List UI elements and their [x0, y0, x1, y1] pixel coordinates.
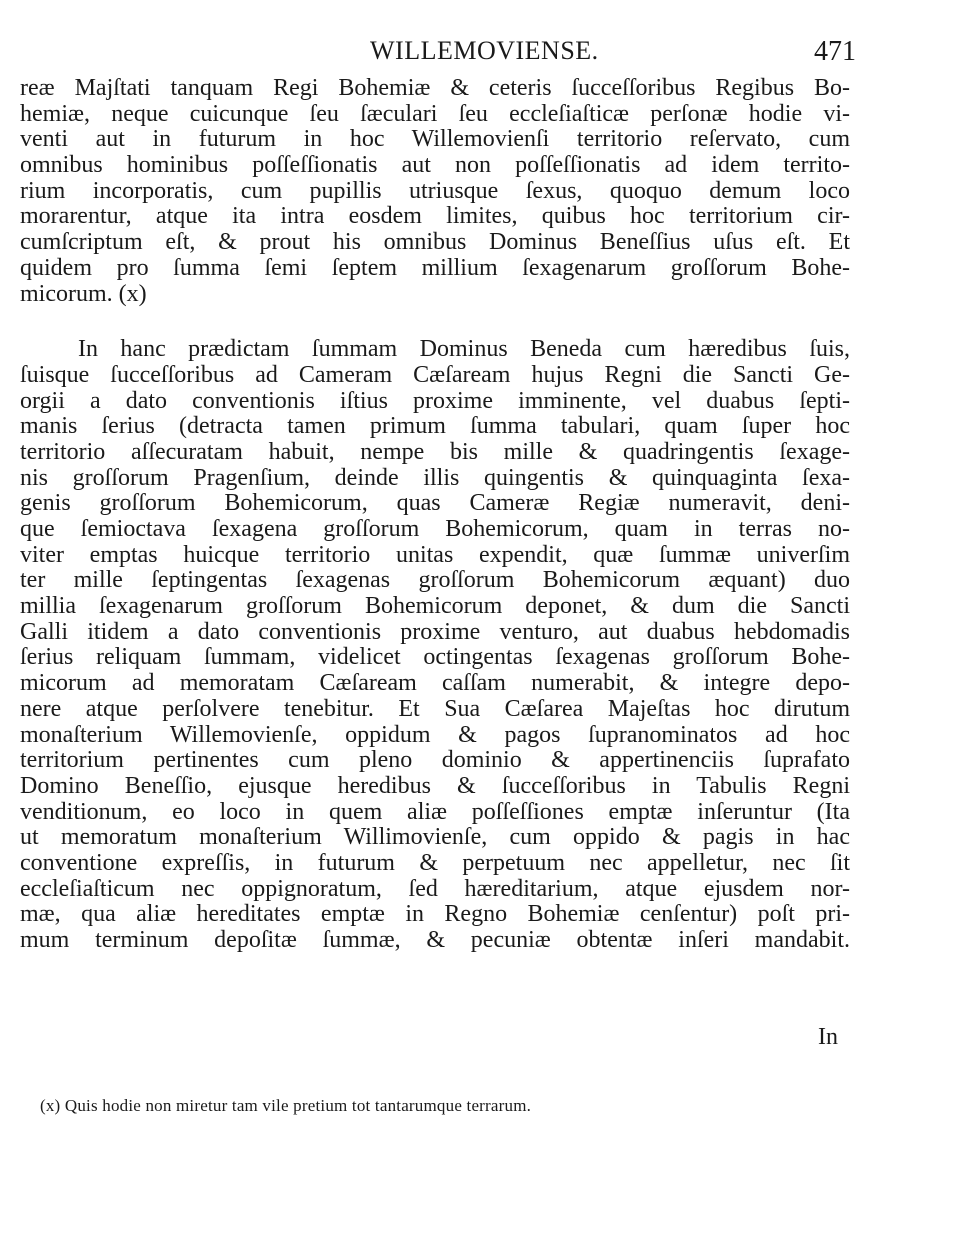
text-line: micorum. (x): [20, 280, 147, 307]
text-line: genis groſſorum Bohemicorum, quas Cameræ Regiæ numeravit, deni-: [20, 490, 850, 517]
text-line: conventione expreſſis, in futurum & perpetuum nec appelletur, nec ſit: [20, 849, 850, 876]
text-line: rium incorporatis, cum pupillis utriusque ſexus, quoquo demum loco: [20, 177, 850, 204]
text-line: territorio aſſecuratam habuit, nempe bis mille & quadringentis ſexage-: [20, 438, 850, 465]
text-line: venti aut in futurum in hoc Willemovienſi territorio reſervato, cum: [20, 126, 850, 153]
paragraph-gap: [20, 307, 850, 337]
text-line: ſerius reliquam ſummam, videlicet octingentas ſexagenas groſſorum Bohe-: [20, 644, 850, 671]
running-title: WILLEMOVIENSE.: [370, 36, 599, 65]
text-line: ſuisque ſucceſſoribus ad Cameram Cæſaream hujus Regni die Sancti Ge-: [20, 361, 850, 388]
running-head: [0, 36, 960, 70]
text-line: In hanc prædictam ſummam Dominus Beneda cum hæredibus ſuis,: [78, 336, 850, 363]
catchword: In: [818, 1024, 838, 1050]
main-text: [20, 76, 850, 954]
page-number: 471: [814, 36, 856, 67]
text-line: orgii a dato conventionis iſtius proxime imminente, vel duabus ſepti-: [20, 387, 850, 414]
text-line: nis groſſorum Pragenſium, deinde illis quingentis & quinquaginta ſexa-: [20, 464, 850, 491]
text-line: cumſcriptum eſt, & prout his omnibus Dominus Beneſſius uſus eſt. Et: [20, 229, 850, 256]
text-line: que ſemioctava ſexagena groſſorum Bohemicorum, quam in terras no-: [20, 516, 850, 542]
text-line: viter emptas huicque territorio unitas expendit, quæ ſummæ univerſim: [20, 541, 850, 568]
footnote: (x) Quis hodie non miretur tam vile pretium tot tantarumque terrarum.: [40, 1096, 532, 1115]
text-line: ut memoratum monaſterium Willimovienſe, cum oppido & pagis in hac: [20, 824, 850, 851]
text-line: manis ſerius (detracta tamen primum ſumma tabulari, quam ſuper hoc: [20, 413, 850, 440]
text-line: monaſterium Willemovienſe, oppidum & pagos ſupranominatos ad hoc: [20, 721, 850, 748]
text-line: morarentur, atque ita intra eosdem limites, quibus hoc territorium cir-: [20, 203, 850, 230]
text-line: venditionum, eo loco in quem aliæ poſſeſſiones emptæ inſeruntur (Ita: [20, 798, 850, 825]
text-line: micorum ad memoratam Cæſaream caſſam numerabit, & integre depo-: [20, 670, 850, 697]
text-line: Domino Beneſſio, ejusque heredibus & ſucceſſoribus in Tabulis Regni: [20, 772, 850, 799]
text-line: eccleſiaſticum nec oppignoratum, ſed hæreditarium, atque ejusdem nor-: [20, 875, 850, 902]
text-line: quidem pro ſumma ſemi ſeptem millium ſexagenarum groſſorum Bohe-: [20, 254, 850, 281]
text-line: ter mille ſeptingentas ſexagenas groſſorum Bohemicorum æquant) duo: [20, 567, 850, 594]
text-line: mum terminum depoſitæ ſummæ, & pecuniæ obtentæ inſeri mandabit.: [20, 927, 850, 953]
text-line: territorium pertinentes cum pleno dominio & appertinenciis ſuprafato: [20, 747, 850, 774]
text-line: mæ, qua aliæ hereditates emptæ in Regno Bohemiæ cenſentur) poſt pri-: [20, 901, 850, 928]
text-line: omnibus hominibus poſſeſſionatis aut non poſſeſſionatis ad idem territo-: [20, 152, 850, 179]
text-line: hemiæ, neque cuicunque ſeu ſæculari ſeu eccleſiaſticæ perſonæ hodie vi-: [20, 100, 850, 127]
text-line: millia ſexagenarum groſſorum Bohemicorum deponet, & dum die Sancti: [20, 593, 850, 620]
text-line: Galli itidem a dato conventionis proxime venturo, aut duabus hebdomadis: [20, 618, 850, 645]
text-line: reæ Majſtati tanquam Regi Bohemiæ & ceteris ſucceſſoribus Regibus Bo-: [20, 75, 850, 101]
text-line: nere atque perſolvere tenebitur. Et Sua Cæſarea Majeſtas hoc dirutum: [20, 695, 850, 722]
